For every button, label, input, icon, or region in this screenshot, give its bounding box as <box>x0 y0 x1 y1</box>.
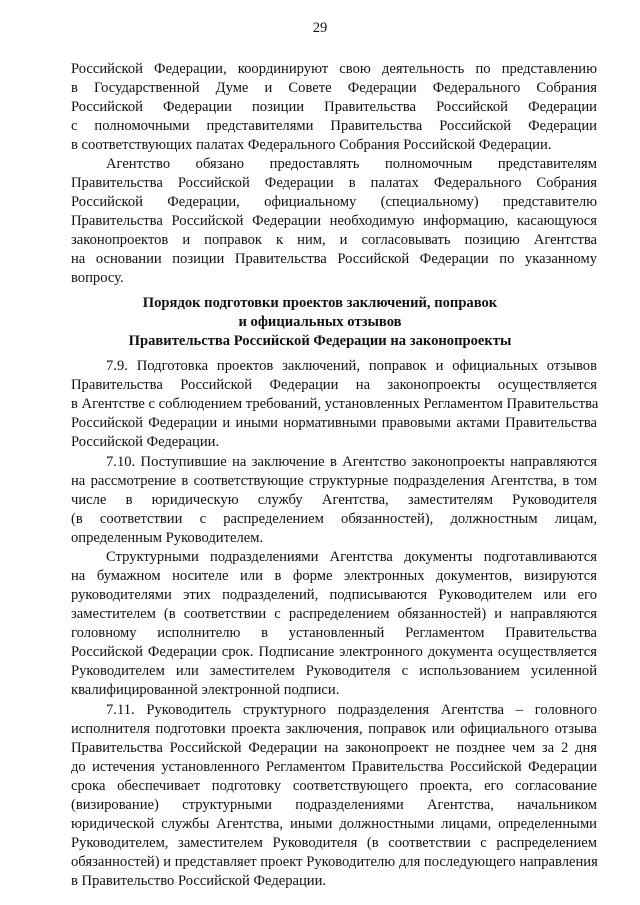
text-line: в Государственной Думе и Совете Федерации Федерального Собрания <box>71 80 597 96</box>
text-line: на бумажном носителе или в форме электронных документов, визируются <box>71 568 597 584</box>
text-line: Правительства Российской Федерации на законопроект не позднее чем за 2 дня <box>71 740 597 756</box>
text-line: вопросу. <box>71 270 124 286</box>
text-line: срока обеспечивает подготовку соответствующего проекта, его согласование <box>71 778 597 794</box>
text-line: Российской Федерации и иными нормативными правовыми актами Правительства <box>71 415 597 431</box>
text-line: квалифицированной электронной подписи. <box>71 682 340 698</box>
page-number: 29 <box>312 20 328 36</box>
text-line: Правительства Российской Федерации в палатах Федерального Собрания <box>71 175 597 191</box>
text-line: головному исполнителю в установленный Регламентом Правительства <box>71 625 597 641</box>
text-line: в Агентстве с соблюдением требований, установленных Регламентом Правительства <box>71 396 599 412</box>
text-line: в соответствующих палатах Федерального Собрания Российской Федерации. <box>71 137 552 153</box>
text-line: на рассмотрение в соответствующие структурные подразделения Агентства, в том <box>71 473 597 489</box>
text-line: Российской Федерации позиции Правительства Российской Федерации <box>71 99 597 115</box>
text-line: юридической службы Агентства, иными должностными лицами, определенными <box>71 816 597 832</box>
text-line: (визирование) структурными подразделениями Агентства, начальником <box>71 797 597 813</box>
text-line: обязанностей) и представляет проект Руководителю для последующего направления <box>71 854 598 870</box>
text-line: в Правительство Российской Федерации. <box>71 873 327 889</box>
text-line: Российской Федерации. <box>71 434 220 450</box>
text-line: Правительства Российской Федерации на законопроекты осуществляется <box>71 377 597 393</box>
text-line: законопроектов и поправок к ним, и согласовывать позицию Агентства <box>71 232 597 248</box>
section-heading-line: Правительства Российской Федерации на законопроекты <box>128 333 512 349</box>
section-heading-line: Порядок подготовки проектов заключений, поправок <box>142 295 498 311</box>
text-line: Правительства Российской Федерации необходимую информацию, касающуюся <box>71 213 597 229</box>
paragraph-first-line: 7.10. Поступившие на заключение в Агентство законопроекты направляются <box>106 454 597 470</box>
text-line: до истечения установленного Регламентом Правительства Российской Федерации <box>71 759 597 775</box>
text-line: определенным Руководителем. <box>71 530 264 546</box>
text-line: Руководителем, заместителем Руководителя (в соответствии с распределением <box>71 835 597 851</box>
text-line: на основании позиции Правительства Российской Федерации по указанному <box>71 251 597 267</box>
text-line: (в соответствии с распределением обязанностей), должностным лицам, <box>71 511 597 527</box>
text-line: заместителем (в соответствии с распределением обязанностей) и направляются <box>71 606 597 622</box>
paragraph-first-line: 7.11. Руководитель структурного подразделения Агентства – головного <box>106 702 597 718</box>
paragraph-first-line: Структурными подразделениями Агентства документы подготавливаются <box>106 549 597 565</box>
text-line: Руководителем или заместителем Руководителя с использованием усиленной <box>71 663 597 679</box>
text-line: числе в юридическую службу Агентства, заместителям Руководителя <box>71 492 597 508</box>
paragraph-first-line: 7.9. Подготовка проектов заключений, поправок и официальных отзывов <box>106 358 597 374</box>
text-line: исполнителя подготовки проекта заключения, поправок или официального отзыва <box>71 721 597 737</box>
paragraph-first-line: Агентство обязано предоставлять полномочным представителям <box>106 156 597 172</box>
section-heading-line: и официальных отзывов <box>238 314 402 330</box>
text-line: Российской Федерации срок. Подписание электронного документа осуществляется <box>71 644 597 660</box>
text-line: Российской Федерации, официальному (специальному) представителю <box>71 194 597 210</box>
text-line: с полномочными представителями Правительства Российской Федерации <box>71 118 597 134</box>
text-line: Российской Федерации, координируют свою деятельность по представлению <box>71 61 597 77</box>
text-line: руководителями этих подразделений, подписываются Руководителем или его <box>71 587 597 603</box>
